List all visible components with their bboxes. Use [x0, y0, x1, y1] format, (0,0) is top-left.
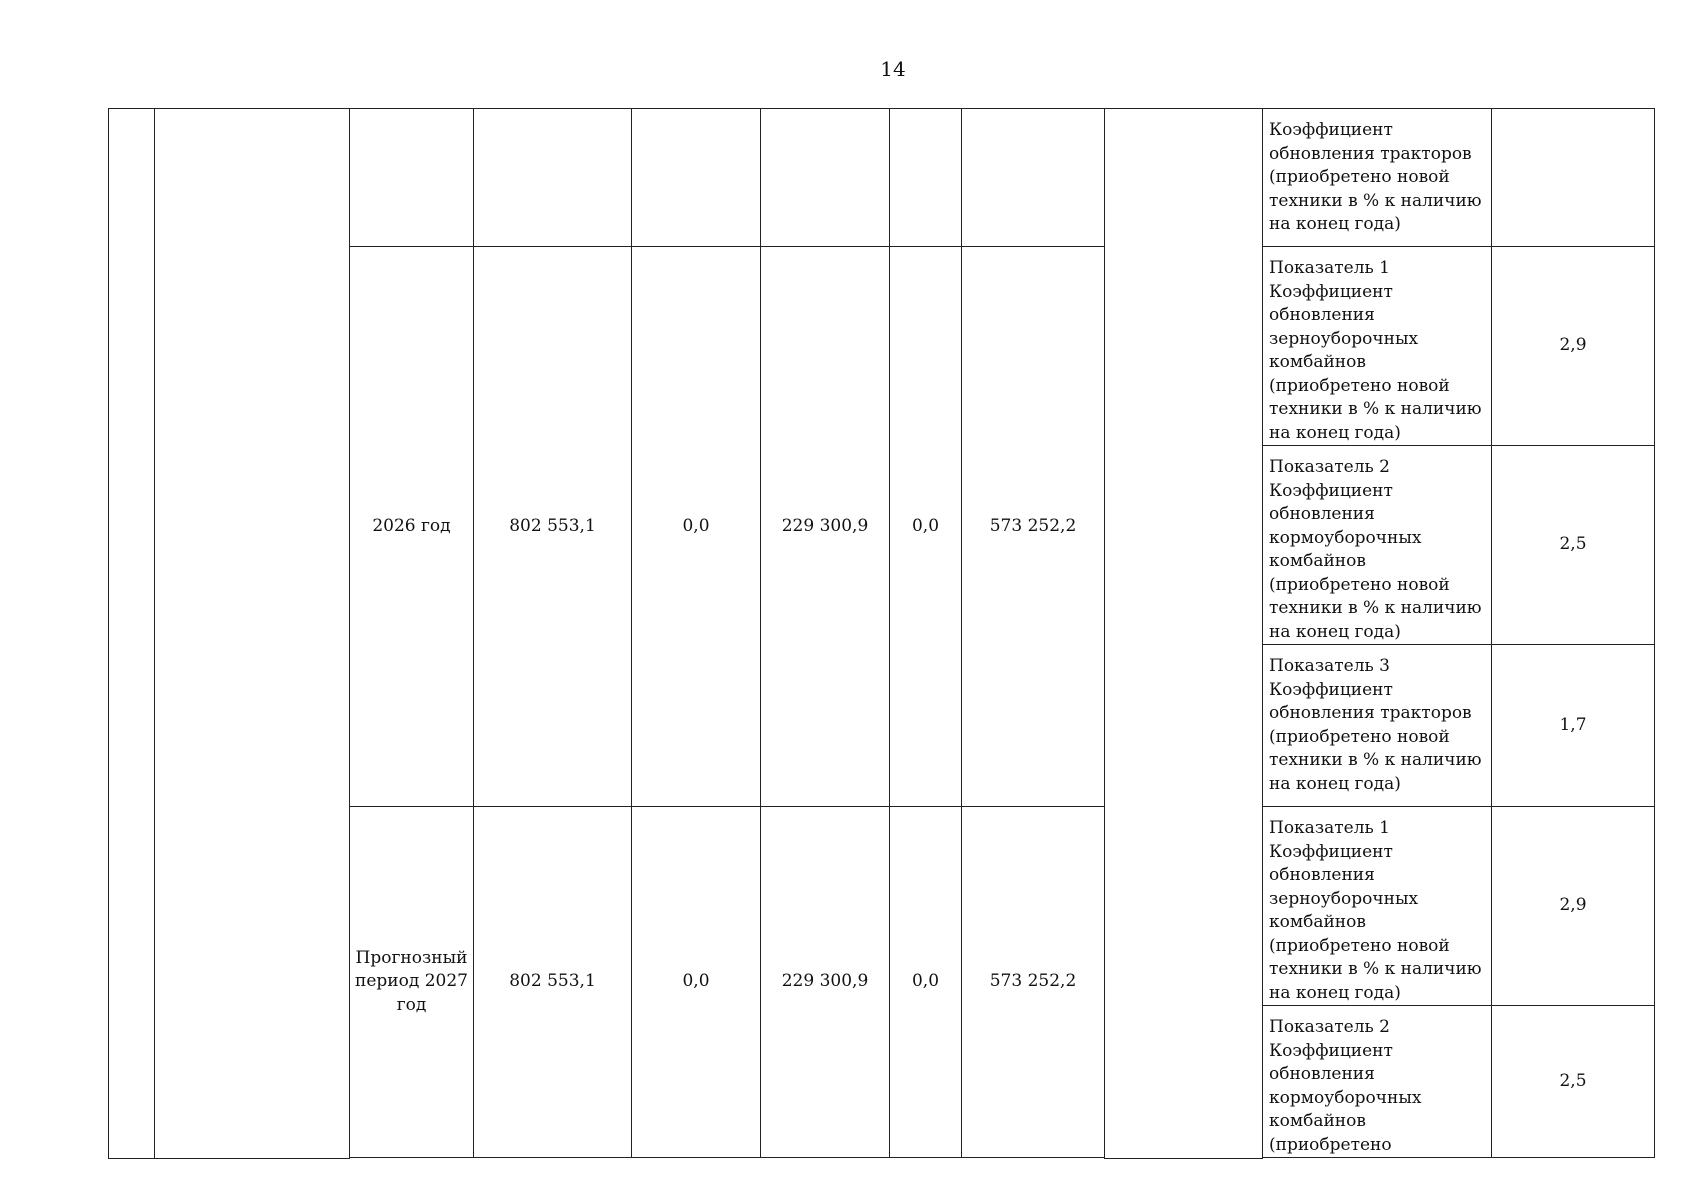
table-row [109, 109, 1655, 247]
regional-cell [761, 109, 890, 247]
total-cell: 802 553,1 [474, 247, 632, 807]
local-cell [890, 109, 962, 247]
extra-cell [962, 109, 1105, 247]
regional-cell: 229 300,9 [761, 247, 890, 807]
financing-table [108, 108, 1655, 1159]
indicator-cell: Показатель 1 Коэффициент обновления зерноуборочных комбайнов (приобретено новой техники в % к наличию на конец года) [1263, 247, 1492, 446]
indicator-value-cell: 2,5 [1492, 446, 1655, 645]
extra-cell: 573 252,2 [962, 247, 1105, 807]
indicator-value-cell: 2,5 [1492, 1006, 1655, 1158]
spacer-cell [474, 1158, 632, 1159]
indicator-cell: Показатель 2 Коэффициент обновления кормоуборочных комбайнов (приобретено [1263, 1006, 1492, 1158]
page-number: 14 [880, 57, 906, 81]
period-cell: Прогнозный период 2027 год [350, 807, 474, 1158]
extra-cell: 573 252,2 [962, 807, 1105, 1158]
indicator-value-cell: 1,7 [1492, 645, 1655, 807]
local-cell: 0,0 [890, 807, 962, 1158]
federal-cell: 0,0 [632, 247, 761, 807]
period-cell [350, 109, 474, 247]
federal-cell [632, 109, 761, 247]
indicator-cell: Показатель 2 Коэффициент обновления кормоуборочных комбайнов (приобретено новой техники в % к наличию на конец года) [1263, 446, 1492, 645]
indicator-value-cell [1492, 109, 1655, 247]
total-cell: 802 553,1 [474, 807, 632, 1158]
executor-cell [1105, 109, 1263, 1159]
period-cell: 2026 год [350, 247, 474, 807]
indicator-value-cell: 2,9 [1492, 807, 1655, 1006]
indicator-cell: Показатель 3 Коэффициент обновления тракторов (приобретено новой техники в % к наличию на конец года) [1263, 645, 1492, 807]
spacer-cell [350, 1158, 474, 1159]
total-cell [474, 109, 632, 247]
indicator-cell: Коэффициент обновления тракторов (приобретено новой техники в % к наличию на конец года) [1263, 109, 1492, 247]
number-cell [109, 109, 155, 1159]
regional-cell: 229 300,9 [761, 807, 890, 1158]
name-cell [155, 109, 350, 1159]
federal-cell: 0,0 [632, 807, 761, 1158]
local-cell: 0,0 [890, 247, 962, 807]
indicator-cell: Показатель 1 Коэффициент обновления зерноуборочных комбайнов (приобретено новой техники в % к наличию на конец года) [1263, 807, 1492, 1006]
indicator-value-cell: 2,9 [1492, 247, 1655, 446]
